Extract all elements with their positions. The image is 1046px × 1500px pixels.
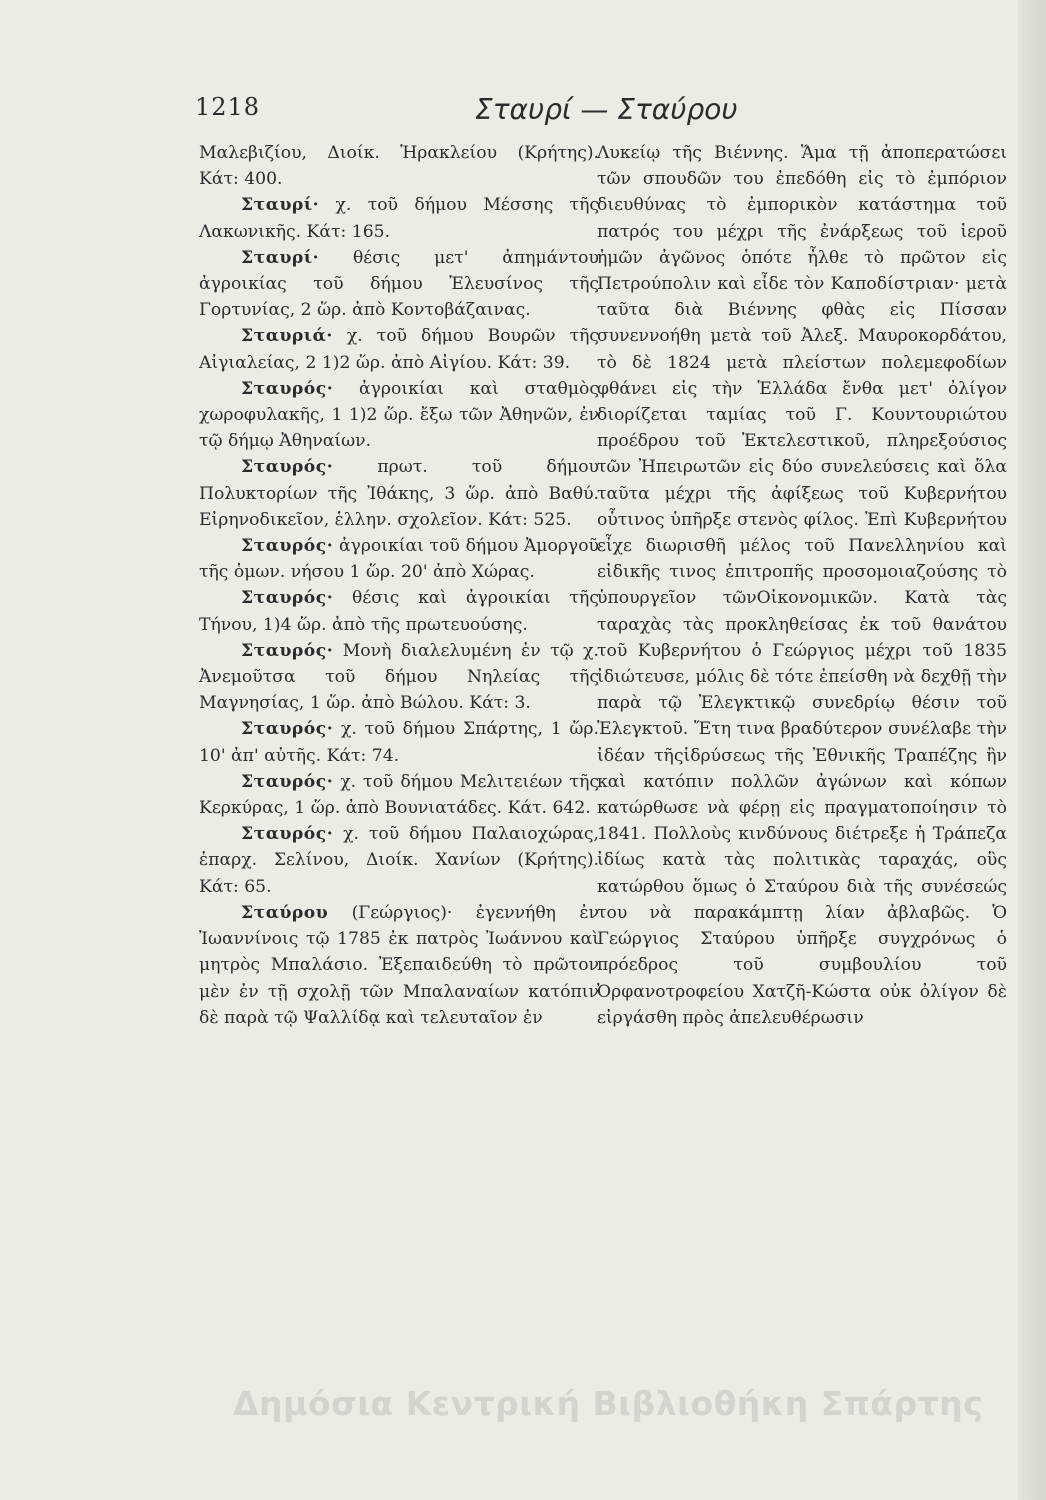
left-column [199,140,599,1031]
page-number: 1218 [195,93,261,121]
entry-continuation [199,140,599,192]
entry-text: ἀγροικίαι καὶ σταθμὸς χωροφυλακῆς, 1 1)2 ὥρ. ἔξω τῶν Ἀθηνῶν, ἐν τῷ δήμῳ Ἀθηναίων. [199,378,599,452]
entry [199,585,599,637]
entry-text: πρωτ. τοῦ δήμου Πολυκτορίων τῆς Ἰθάκης, 3 ὥρ. ἀπὸ Βαθύ. Εἰρηνοδικεῖον, ἑλλην. σχολεῖον. Κάτ: 525. [199,457,599,530]
entry [199,716,599,768]
lemma: Σταυρί· [241,195,320,216]
entry-text: Μονὴ διαλελυμένη ἐν τῷ χ. Ἀνεμοῦτσα τοῦ δήμου Νηλείας τῆς Μαγνησίας, 1 ὥρ. ἀπὸ Βώλου. Κάτ: 3. [199,640,600,714]
lemma: Σταυρός· [241,771,334,792]
lemma: Σταύρου [241,902,329,923]
entry [199,533,599,585]
entry [199,638,599,717]
lemma: Σταυριά· [241,326,333,347]
right-column [597,140,1007,1031]
entry [199,769,599,821]
lemma: Σταυρός· [241,719,334,740]
lemma: Σταυρός· [241,640,334,661]
page-header [195,93,1005,133]
entry-text: χ. τοῦ δήμου Παλαιοχώρας, ἐπαρχ. Σελίνου, Διοίκ. Χανίων (Κρήτης). Κάτ: 65. [199,824,599,897]
entry [199,900,599,1031]
entry-text: (Γεώργιος)· ἐγεννήθη ἐν Ἰωαννίνοις τῷ 1785 ἐκ πατρὸς Ἰωάννου καὶ μητρὸς Μπαλάσιο. Ἐξεπαιδεύθη τὸ πρῶτον μὲν ἐν τῇ σχολῇ τῶν Μπαλαναίων κατόπιν δὲ παρὰ τῷ Ψαλλίδᾳ καὶ τελευταῖον ἐν [199,902,599,1028]
entry-text: χ. τοῦ δήμου Μελιτειέων τῆς Κερκύρας, 1 ὥρ. ἀπὸ Βουνιατάδες. Κάτ. 642. [199,771,599,819]
entry [199,192,599,244]
entry-text: θέσις μετ' ἀπημάντου ἀγροικίας τοῦ δήμου Ἐλευσίνος τῆς Γορτυνίας, 2 ὥρ. ἀπὸ Κοντοβάζαινας. [199,247,599,321]
entry [199,376,599,455]
lemma: Σταυρός· [241,457,334,478]
library-watermark: Δημόσια Κεντρική Βιβλιοθήκη Σπάρτης [233,1384,984,1423]
entry-text: χ. τοῦ δήμου Μέσσης τῆς Λακωνικῆς. Κάτ: 165. [199,195,599,242]
entry-continuation: Λυκείῳ τῆς Βιέννης. Ἅμα τῇ ἀποπερατώσει τῶν σπουδῶν του ἐπεδόθη εἰς τὸ ἐμπόριον διευθύνας τὸ ἐμπορικὸν κατάστημα τοῦ πατρός του μέχρι τῆς ἐνάρξεως τοῦ ἱεροῦ ἡμῶν ἀγῶνος ὁπότε ἦλθε τὸ πρῶτον εἰς Πετρούπολιν καὶ εἶδε τὸν Καποδίστριαν· μετὰ ταῦτα διὰ Βιέννης φθὰς εἰς Πίσσαν συνεννοήθη μετὰ τοῦ Ἀλεξ. Μαυροκορδάτου, τὸ δὲ 1824 μετὰ πλείστων πολεμεφοδίων φθάνει εἰς τὴν Ἑλλάδα ἔνθα μετ' ὀλίγον διορίζεται ταμίας τοῦ Γ. Κουντουριώτου προέδρου τοῦ Ἐκτελεστικοῦ, πληρεξούσιος τῶν Ἠπειρωτῶν εἰς δύο συνελεύσεις καὶ ὅλα ταῦτα μέχρι τῆς ἀφίξεως τοῦ Κυβερνήτου οὗτινος ὑπῆρξε στενὸς φίλος. Ἐπὶ Κυβερνήτου εἶχε διωρισθῆ μέλος τοῦ Πανελληνίου καὶ εἰδικῆς τινος ἐπιτροπῆς προσομοιαζούσης τὸ ὑπουργεῖον τῶνΟἰκονομικῶν. Κατὰ τὰς ταραχὰς τὰς προκληθείσας ἐκ τοῦ θανάτου τοῦ Κυβερνήτου ὁ Γεώργιος μέχρι τοῦ 1835 ἰδιώτευσε, μόλις δὲ τότε ἐπείσθη νὰ δεχθῇ τὴν παρὰ τῷ Ἐλεγκτικῷ συνεδρίῳ θέσιν τοῦ Ἐλεγκτοῦ. Ἔτη τινα βραδύτερον συνέλαβε τὴν ἰδέαν τῆςἱδρύσεως τῆς Ἐθνικῆς Τραπέζης ἣν καὶ κατόπιν πολλῶν ἀγώνων καὶ κόπων κατώρθωσε νὰ φέρῃ εἰς πραγματοποίησιν τὸ 1841. Πολλοὺς κινδύνους διέτρεξε ἡ Τράπεζα ἰδίως κατὰ τὰς πολιτικὰς ταραχάς, οὓς κατώρθου ὅμως ὁ Σταύρου διὰ τῆς συνέσεώς του νὰ παρακάμπτῃ λίαν ἀβλαβῶς. Ὁ Γεώργιος Σταύρου ὑπῆρξε συγχρόνως ὁ πρόεδρος τοῦ συμβουλίου τοῦ Ὀρφανοτροφείου Χατζῆ-Κώστα οὐκ ὀλίγον δὲ εἰργάσθη πρὸς ἀπελευθέρωσιν [597,143,1007,1028]
lemma: Σταυρός· [241,824,334,845]
entry-text: ἀγροικίαι τοῦ δήμου Ἀμοργοῦ τῆς ὁμων. νήσου 1 ὥρ. 20' ἀπὸ Χώρας. [199,536,599,583]
lemma: Σταυρί· [241,247,320,268]
entry-text: θέσις καὶ ἀγροικίαι τῆς Τήνου, 1)4 ὥρ. ἀπὸ τῆς πρωτευούσης. [199,588,599,635]
running-head: Σταυρί — Σταύρου [475,93,738,126]
entry [199,454,599,533]
entry-text: χ. τοῦ δήμου Σπάρτης, 1 ὥρ. 10' ἀπ' αὐτῆς. Κάτ: 74. [199,719,599,766]
lemma: Σταυρός· [241,588,334,609]
entry-text: Μαλεβιζίου, Διοίκ. Ἡρακλείου (Κρήτης). Κάτ: 400. [199,143,599,190]
entry [199,323,599,375]
page-edge [1018,0,1046,1500]
entry-text: χ. τοῦ δήμου Βουρῶν τῆς Αἰγιαλείας, 2 1)2 ὥρ. ἀπὸ Αἰγίου. Κάτ: 39. [199,326,600,373]
lemma: Σταυρός· [241,536,334,557]
entry [199,245,599,324]
lemma: Σταυρός· [241,378,334,399]
entry [199,821,599,900]
